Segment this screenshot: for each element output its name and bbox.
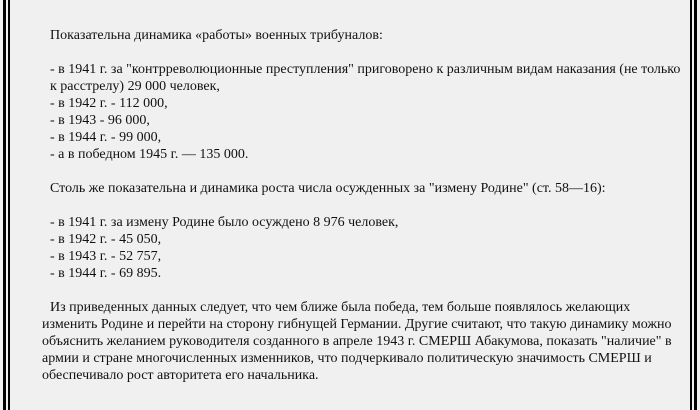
list-item-1944-treason: - в 1944 г. - 69 895. bbox=[50, 266, 162, 281]
list-item-1945-tribunals: - а в победном 1945 г. — 135 000. bbox=[50, 147, 249, 162]
list-item-1943-tribunals: - в 1943 - 96 000, bbox=[50, 113, 150, 128]
left-border bbox=[3, 0, 6, 410]
spacer bbox=[42, 163, 682, 180]
paragraph-conclusion: Из приведенных данных следует, что чем ближе была победа, тем больше появлялось желающих изменить Родине и перейти на сторону гибнущей Германии. Другие считают, что такую динамику можно объяснить желанием руководителя созданного в апреле 1943 г. СМЕРШ Абакумова, показать "наличие" в армии и стране многочисленных изменников, что подчеркивало политическую значимость СМЕРШ и обеспечивало рост авторитета его начальника. bbox=[42, 300, 672, 383]
list-item-1943-treason: - в 1943 г. - 52 757, bbox=[50, 249, 162, 264]
spacer bbox=[42, 44, 682, 61]
spacer bbox=[42, 282, 682, 299]
list-item-1941-treason: - в 1941 г. за измену Родине было осуждено 8 976 человек, bbox=[50, 215, 399, 230]
list-item-1942-treason: - в 1942 г. - 45 050, bbox=[50, 232, 162, 247]
list-item-1942-tribunals: - в 1942 г. - 112 000, bbox=[50, 96, 168, 111]
list-item-1941-tribunals: - в 1941 г. за "контрреволюционные преступления" приговорено к различным видам наказания (не только к расстрелу) 29 000 человек, bbox=[50, 62, 681, 94]
paragraph-tribunals-intro: Показательна динамика «работы» военных трибуналов: bbox=[50, 28, 383, 43]
document-body bbox=[42, 27, 682, 384]
list-item-1944-tribunals: - в 1944 г. - 99 000, bbox=[50, 130, 162, 145]
right-border bbox=[694, 0, 697, 410]
spacer bbox=[42, 197, 682, 214]
paragraph-treason-intro: Столь же показательна и динамика роста числа осужденных за "измену Родине" (ст. 58—16): bbox=[50, 181, 606, 196]
